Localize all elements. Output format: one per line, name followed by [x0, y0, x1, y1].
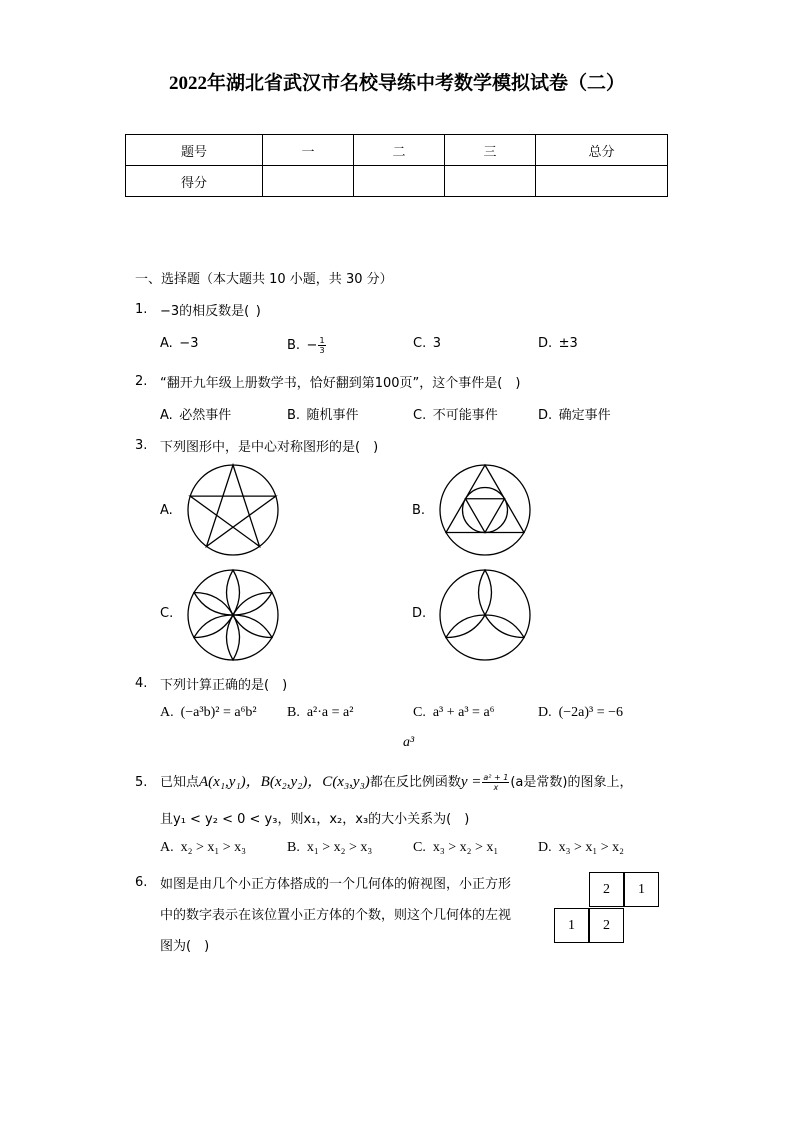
option-a: A. — [160, 503, 173, 518]
header-cell: 总分 — [536, 135, 668, 166]
question-stem: 下列计算正确的是( ) — [160, 678, 288, 693]
option-c: C. a³ + a³ = a⁶ — [413, 705, 495, 720]
score-cell[interactable] — [445, 166, 536, 197]
option-c: C. 3 — [413, 336, 441, 351]
option-d: D. x₃ > x₁ > x₂ — [538, 840, 625, 855]
option-b-label: B. − — [287, 338, 318, 353]
stem-text: 都在反比例函数 — [369, 775, 461, 790]
option-b: B. a²·a = a² — [287, 705, 354, 720]
circle-three-petal-figure — [437, 567, 533, 663]
fraction-denominator: x — [493, 783, 499, 792]
header-cell: 二 — [354, 135, 445, 166]
function-fraction — [482, 773, 509, 792]
grid-cell: 1 — [624, 872, 659, 907]
header-cell: 三 — [445, 135, 536, 166]
option-c: C. x₃ > x₂ > x₁ — [413, 840, 499, 855]
question-number: 1. — [135, 302, 148, 317]
option-a: A. x₂ > x₁ > x₃ — [160, 840, 247, 855]
question-stem-line-1 — [160, 770, 632, 792]
score-table-row — [126, 166, 668, 197]
score-cell[interactable] — [536, 166, 668, 197]
question-stem: 下列图形中，是中心对称图形的是( ) — [160, 440, 379, 455]
page-title: 2022年湖北省武汉市名校导练中考数学模拟试卷（二） — [168, 73, 625, 94]
score-cell[interactable] — [263, 166, 354, 197]
section-heading: 一、选择题（本大题共 10 小题，共 30 分） — [135, 272, 393, 287]
score-table-header-row — [126, 135, 668, 166]
option-a: A. −3 — [160, 336, 199, 351]
row-label: 得分 — [126, 166, 263, 197]
option-b — [287, 336, 327, 355]
option-d: D. (−2a)³ = −6 — [538, 705, 624, 720]
question-stem-line-2: 且y₁ < y₂ < 0 < y₃，则x₁，x₂，x₃的大小关系为( ) — [160, 812, 470, 827]
option-a: A. 必然事件 — [160, 408, 232, 423]
question-number: 5. — [135, 775, 148, 790]
question-number: 6. — [135, 875, 148, 890]
function-y: y = — [460, 774, 482, 790]
points-expression: A(x₁,y₁)，B(x₂,y₂)，C(x₃,y₃) — [199, 774, 370, 790]
question-stem: “翻开九年级上册数学书，恰好翻到第100页”，这个事件是( ) — [160, 376, 521, 391]
fraction-numerator: a² + 1 — [483, 773, 509, 782]
header-cell: 一 — [263, 135, 354, 166]
question-number: 3. — [135, 438, 148, 453]
option-c: C. 不可能事件 — [413, 408, 498, 423]
option-b: B. — [412, 503, 426, 518]
stem-text: 已知点 — [160, 775, 200, 790]
question-number: 4. — [135, 676, 148, 691]
option-d: D. 确定事件 — [538, 408, 611, 423]
circle-triangle-figure — [437, 462, 533, 558]
question-stem-line-3: 图为( ) — [160, 939, 210, 954]
circle-flower-figure — [185, 567, 281, 663]
fraction-numerator: 1 — [319, 336, 325, 345]
option-b: B. 随机事件 — [287, 408, 359, 423]
option-c: C. — [160, 606, 174, 621]
option-d-continuation: a³ — [403, 735, 415, 750]
grid-cell: 2 — [589, 908, 624, 943]
score-table — [125, 134, 668, 197]
question-stem-line-2: 中的数字表示在该位置小正方体的个数，则这个几何体的左视 — [160, 908, 512, 923]
fraction-denominator: 3 — [319, 346, 325, 355]
option-d: D. ±3 — [538, 336, 578, 351]
header-cell: 题号 — [126, 135, 263, 166]
option-d: D. — [412, 606, 427, 621]
question-number: 2. — [135, 374, 148, 389]
option-b: B. x₁ > x₂ > x₃ — [287, 840, 373, 855]
stem-text: (a是常数)的图象上， — [510, 775, 633, 790]
grid-cell: 2 — [589, 872, 624, 907]
question-stem-line-1: 如图是由几个小正方体搭成的一个几何体的俯视图，小正方形 — [160, 877, 512, 892]
option-a: A. (−a³b)² = a⁶b² — [160, 705, 257, 720]
score-cell[interactable] — [354, 166, 445, 197]
fraction — [318, 336, 325, 355]
grid-cell: 1 — [554, 908, 589, 943]
circle-pentagram-figure — [185, 462, 281, 558]
question-stem: −3的相反数是( ) — [160, 304, 261, 319]
